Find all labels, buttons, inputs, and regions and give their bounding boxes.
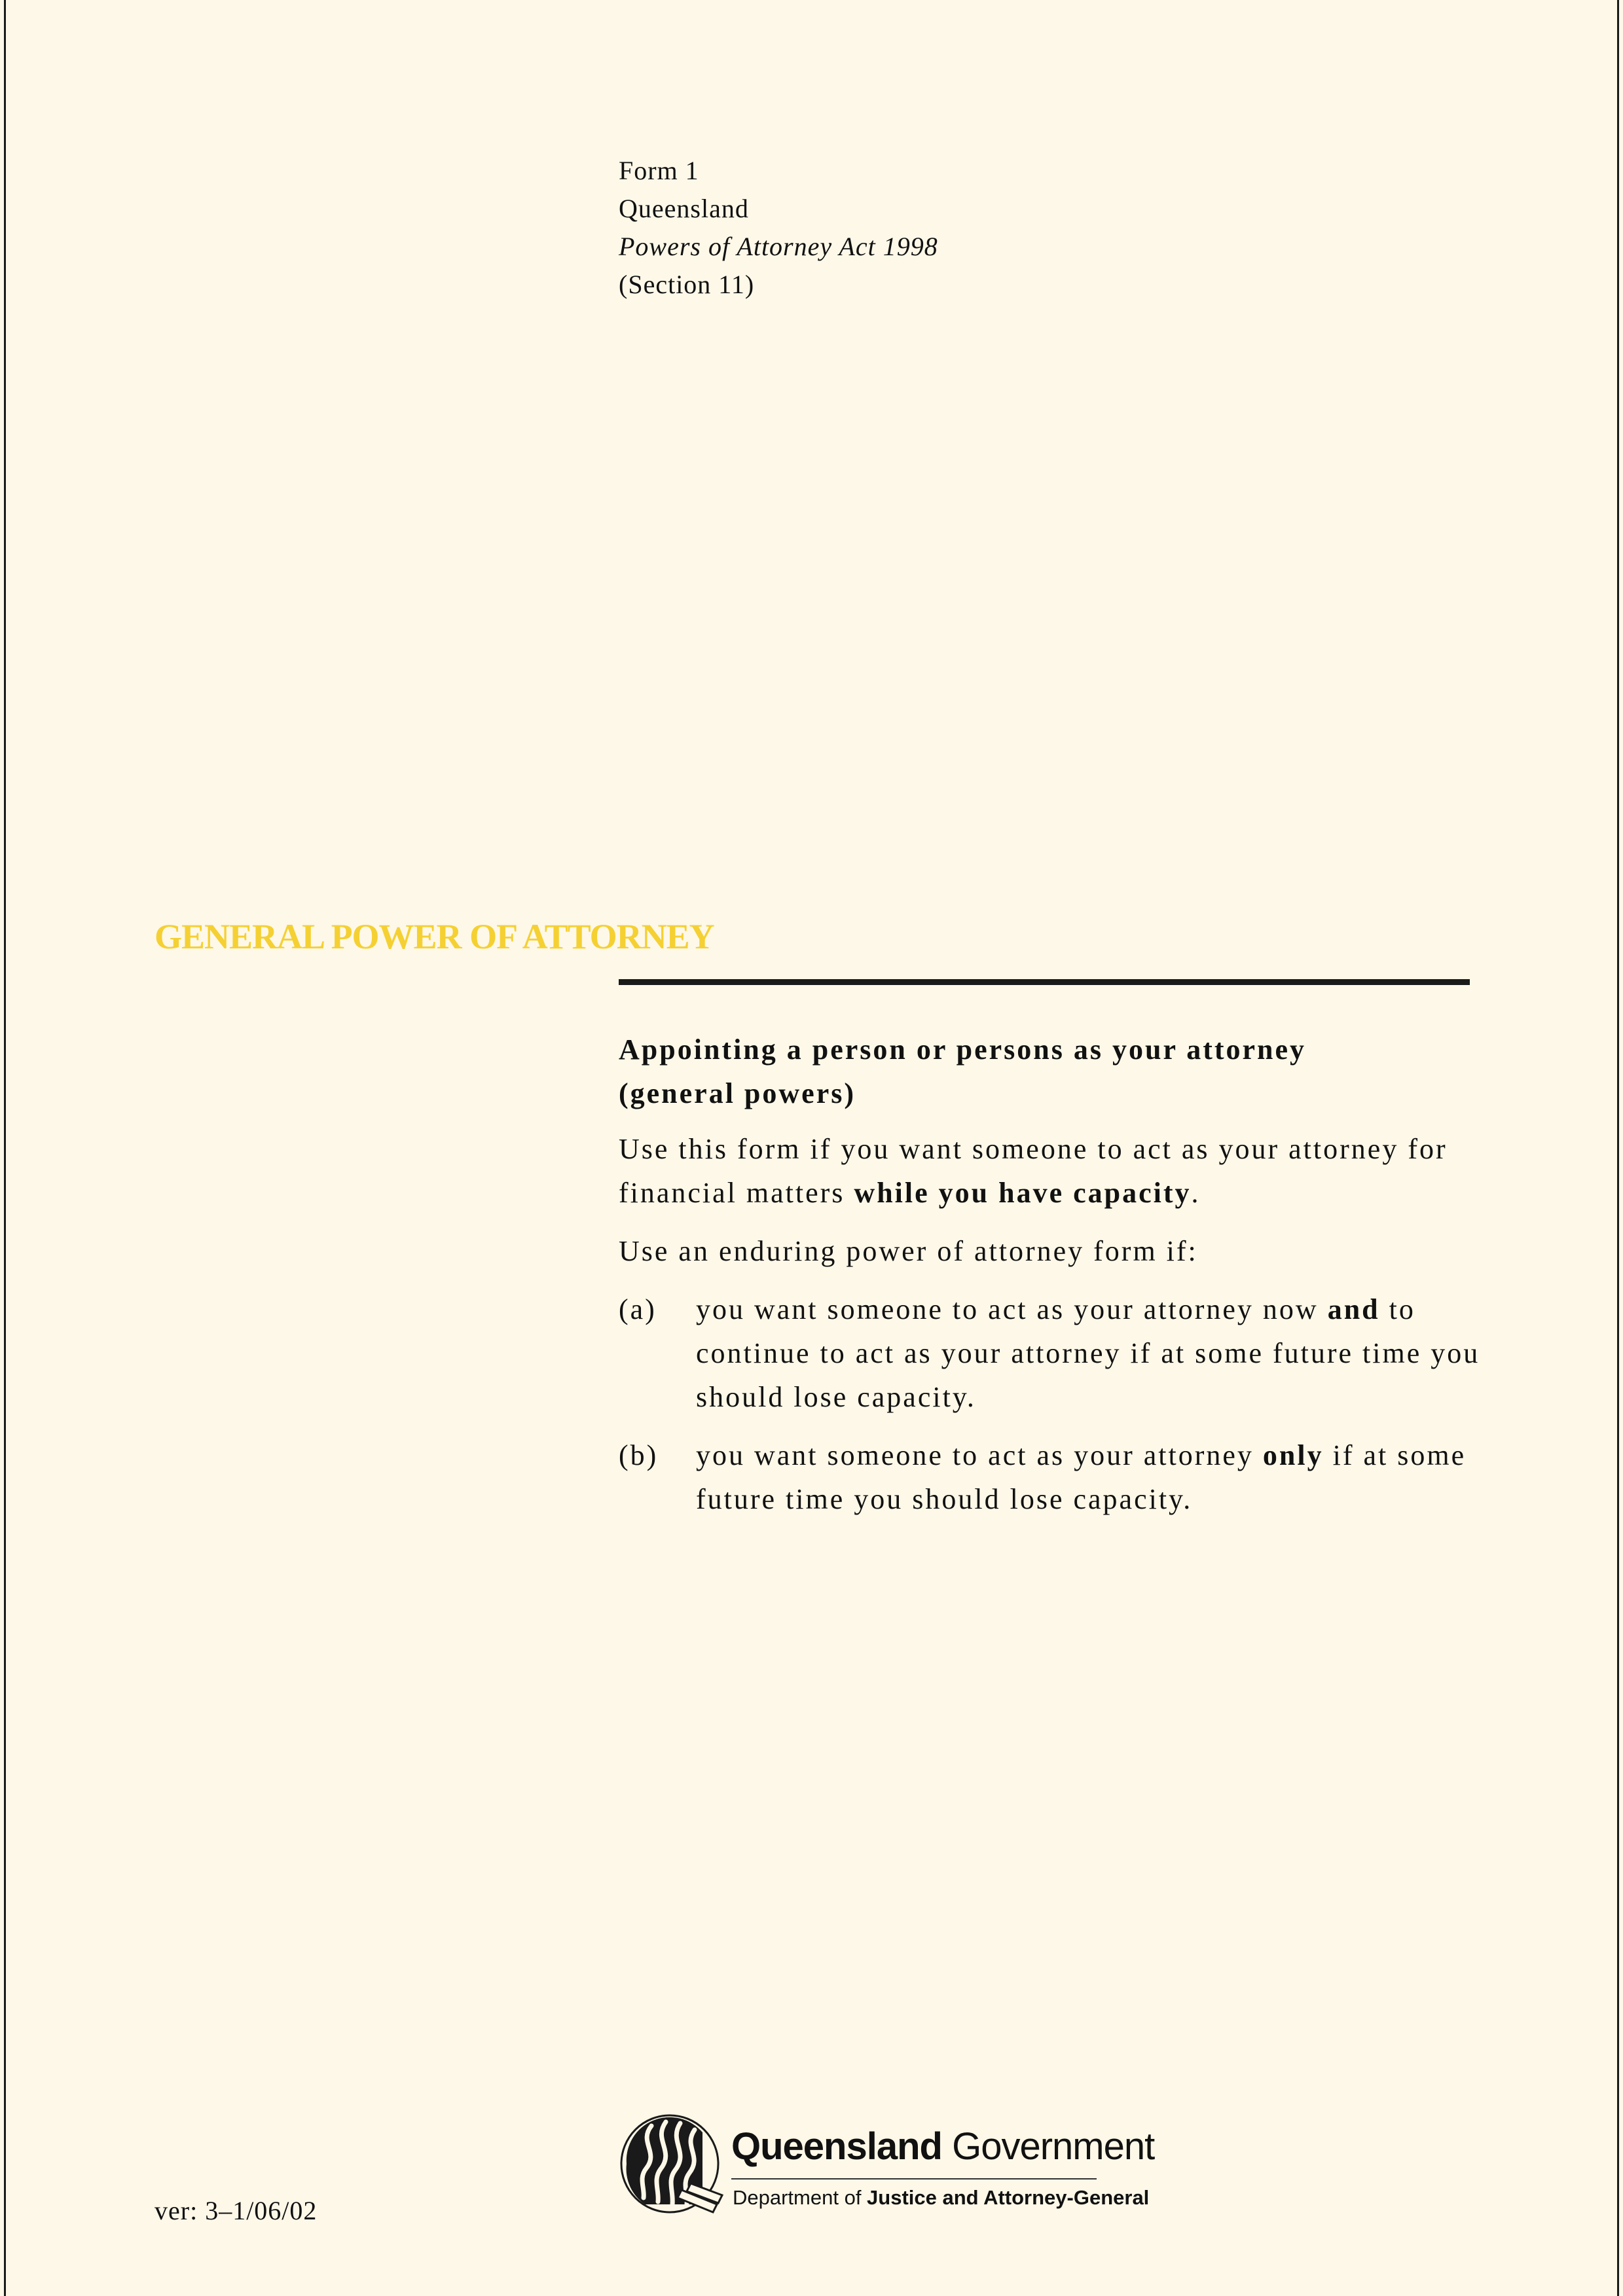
logo-wordmark: [731, 2125, 1154, 2168]
list-text-b: [696, 1433, 1489, 1521]
list-marker-a: (a): [619, 1293, 657, 1325]
item-b-emphasis: only: [1262, 1439, 1324, 1471]
item-a-text-end: to continue to act as your attorney if at some future time you should lose capacity.: [696, 1293, 1480, 1413]
form-number: Form 1: [619, 156, 699, 185]
intro-paragraph-2: Use an enduring power of attorney form if:: [619, 1235, 1198, 1267]
version-label: ver: 3–1/06/02: [155, 2196, 318, 2225]
subheading-line-2: (general powers): [619, 1077, 856, 1109]
form-state: Queensland: [619, 194, 749, 223]
list-item-b: [619, 1433, 1489, 1521]
logo-divider: [731, 2178, 1097, 2179]
para1-text: Use this form if you want someone to act as your attorney for financial matters: [619, 1133, 1448, 1209]
logo-wordmark-bold: Queensland: [731, 2125, 942, 2168]
item-a-text: you want someone to act as your attorney now: [696, 1293, 1328, 1325]
page-title: GENERAL POWER OF ATTORNEY: [155, 917, 714, 956]
item-b-text: you want someone to act as your attorney: [696, 1439, 1263, 1471]
form-act: Powers of Attorney Act 1998: [619, 232, 938, 261]
subheading-line-1: Appointing a person or persons as your attorney: [619, 1033, 1307, 1066]
para1-emphasis: while you have capacity: [854, 1177, 1192, 1209]
list-text-a: [696, 1287, 1489, 1419]
form-section: (Section 11): [619, 270, 755, 299]
form-header: [619, 152, 938, 304]
logo-wordmark-regular: Government: [952, 2125, 1155, 2168]
logo-dept-name: Justice and Attorney-General: [867, 2186, 1150, 2209]
intro-subheading: [619, 1028, 1489, 1115]
intro-paragraph-1: [619, 1127, 1489, 1215]
para1-end: .: [1191, 1177, 1201, 1209]
logo-department: [733, 2186, 1149, 2210]
qld-emblem-icon: [619, 2106, 723, 2216]
title-rule: [619, 979, 1470, 985]
logo-dept-prefix: Department of: [733, 2186, 867, 2209]
list-marker-b: (b): [619, 1439, 659, 1471]
item-b-text-end: if at some future time you should lose capacity.: [696, 1439, 1467, 1515]
qld-government-logo: [619, 2106, 1155, 2217]
list-item-a: [619, 1287, 1489, 1419]
item-a-emphasis: and: [1327, 1293, 1380, 1325]
form-intro: [619, 1028, 1489, 1535]
